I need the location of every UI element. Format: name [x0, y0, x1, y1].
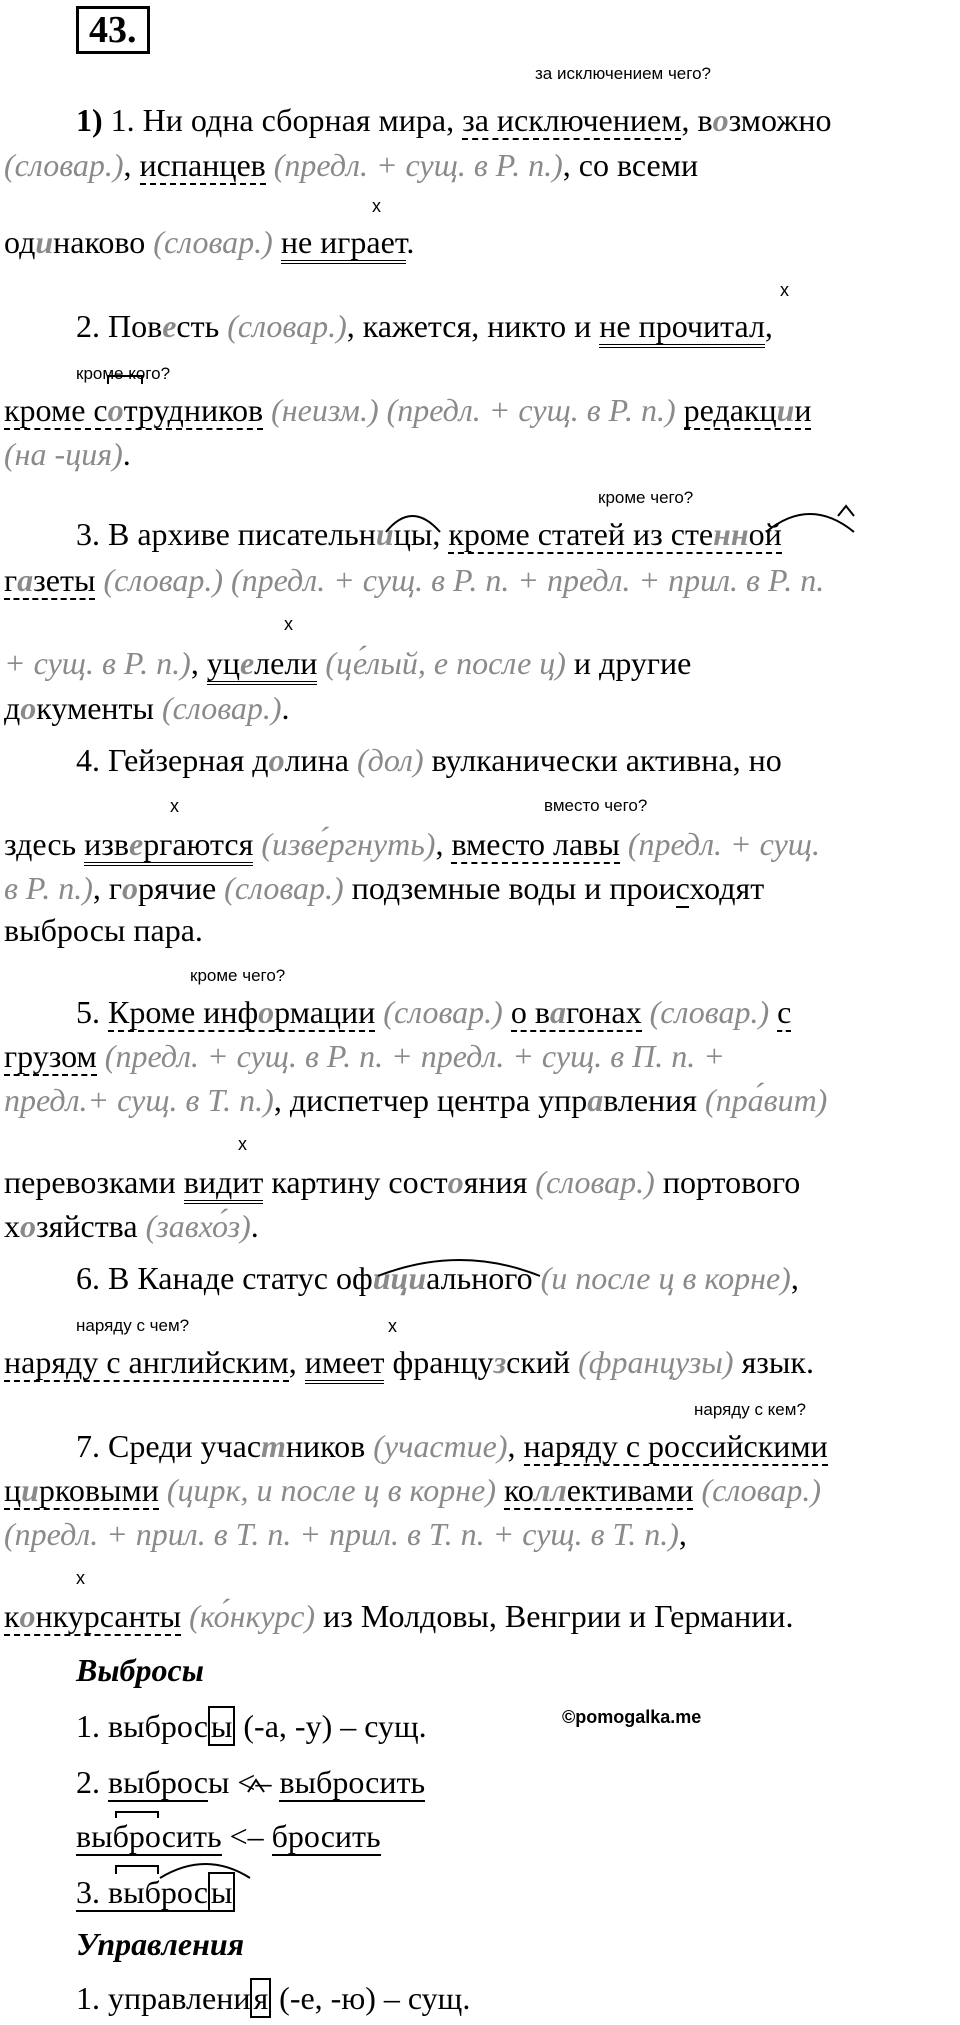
sentence-5-line-3: предл.+ сущ. в Т. п.), диспетчер центра управления (пра́вит): [4, 1082, 828, 1118]
sentence-4-line-2: здесь извергаются (изве́ргнуть), вместо лавы (предл. + сущ.: [4, 824, 820, 864]
sentence-4-line-3: в Р. п.), горячие (словар.) подземные воды и происходят: [4, 870, 765, 906]
part-label: 1): [76, 102, 103, 138]
morph-line-1: 1. выбросы (-а, -у) – сущ.: [76, 1708, 427, 1744]
sentence-5-line-5: хозяйства (завхо́з).: [4, 1208, 259, 1244]
exercise-number: 43.: [76, 6, 150, 54]
question-note: наряду с кем?: [694, 1400, 806, 1419]
sentence-1-line-3: одинаково (словар.) не играет.: [4, 222, 414, 262]
section-title-vybrosy: Выбросы: [76, 1652, 204, 1688]
x-mark: x: [170, 796, 179, 816]
sentence-2-line-1: 2. Повесть (словар.), кажется, никто и не прочитал,: [76, 306, 773, 346]
sentence-5-line-2: грузом (предл. + сущ. в Р. п. + предл. + сущ. в П. п. +: [4, 1038, 725, 1074]
x-mark: x: [780, 280, 789, 300]
x-mark: x: [238, 1134, 247, 1154]
sentence-4-line-1: 4. Гейзерная долина (дол) вулканически активна, но: [76, 742, 782, 778]
morph-line-2: 2. выбросы <– выбросить: [76, 1764, 426, 1800]
x-mark: x: [388, 1316, 397, 1336]
sentence-3-line-1: 3. В архиве писательницы, кроме статей из стенной: [76, 516, 782, 552]
sentence-4-line-4: выбросы пара.: [4, 912, 203, 948]
sentence-7-line-4: конкурсанты (ко́нкурс) из Молдовы, Венгрии и Германии.: [4, 1598, 794, 1634]
question-note: кроме кого?: [76, 364, 171, 383]
x-mark: x: [372, 196, 381, 216]
sentence-1-line-1: 1) 1. Ни одна сборная мира, за исключением, возможно: [76, 102, 832, 138]
sentence-3-line-3: + сущ. в Р. п.), уцелели (це́лый, е после ц) и другие: [4, 643, 691, 683]
morph-line-5: 1. управления (-е, -ю) – сущ.: [76, 1980, 471, 2016]
x-mark: x: [284, 614, 293, 634]
sentence-6-line-2: наряду с английским, имеет французский (французы) язык.: [4, 1342, 814, 1382]
morph-line-3: выбросить <– бросить: [76, 1818, 381, 1854]
question-note: кроме чего?: [190, 966, 286, 985]
question-note: наряду с чем?: [76, 1316, 190, 1335]
sentence-5-line-1: 5. Кроме информации (словар.) о вагонах (словар.) с: [76, 994, 792, 1030]
morph-line-4: 3. выбросы: [76, 1872, 235, 1912]
question-note: вместо чего?: [544, 796, 648, 815]
question-note: за исключением чего?: [535, 64, 712, 83]
sentence-3-line-2: газеты (словар.) (предл. + сущ. в Р. п. + предл. + прил. в Р. п.: [4, 562, 825, 598]
sentence-7-line-3: (предл. + прил. в Т. п. + прил. в Т. п. + сущ. в Т. п.),: [4, 1516, 687, 1552]
section-title-upravleniya: Управления: [76, 1926, 245, 1962]
sentence-3-line-4: документы (словар.).: [4, 690, 290, 726]
x-mark: x: [76, 1568, 85, 1588]
sentence-6-line-1: 6. В Канаде статус официального (и после ц в корне),: [76, 1260, 799, 1296]
watermark-stamp: ©pomogalka.me: [562, 1707, 702, 1727]
suffix-cap: [838, 506, 854, 516]
question-note: кроме чего?: [598, 488, 694, 507]
sentence-5-line-4: перевозками видит картину состояния (словар.) портового: [4, 1162, 800, 1202]
sentence-7-line-2: цирковыми (цирк, и после ц в корне) коллективами (словар.): [4, 1472, 821, 1508]
sentence-2-line-2: кроме сотрудников (неизм.) (предл. + сущ. в Р. п.) редакции: [4, 392, 812, 428]
sentence-2-line-3: (на -ция).: [4, 436, 131, 472]
sentence-7-line-1: 7. Среди участников (участие), наряду с российскими: [76, 1428, 828, 1464]
sentence-1-line-2: (словар.), испанцев (предл. + сущ. в Р. п.), со всеми: [4, 147, 699, 183]
